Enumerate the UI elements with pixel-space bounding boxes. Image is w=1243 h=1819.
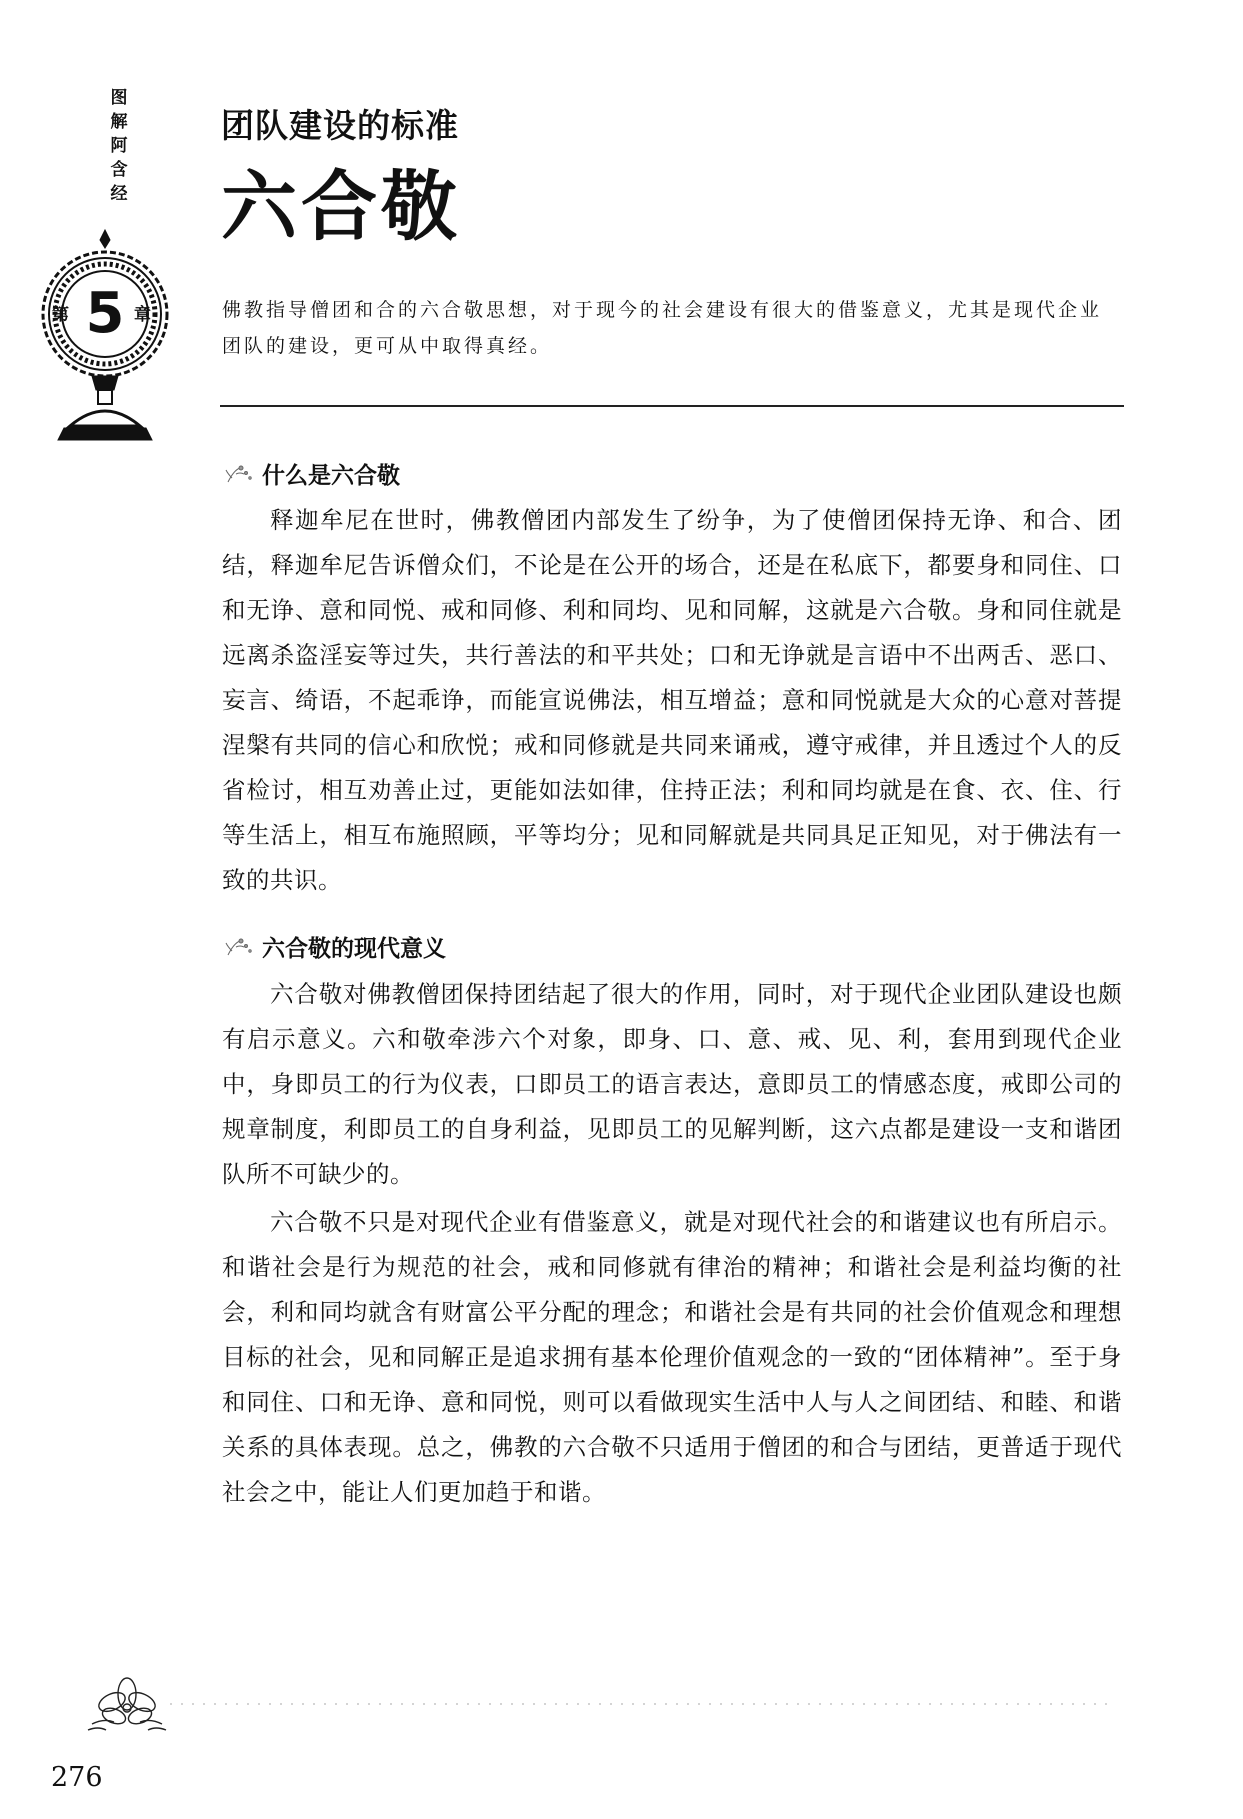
body-paragraph: 六合敬对佛教僧团保持团结起了很大的作用，同时，对于现代企业团队建设也颇有启示意义。六和敬牵涉六个对象，即身、口、意、戒、见、利，套用到现代企业中，身即员工的行为仪表，口即员工的语言表达，意即员工的情感态度，戒即公司的规章制度，利即员工的自身利益，见即员工的见解判断，这六点都是建设一支和谐团队所不可缺少的。 bbox=[222, 980, 1122, 1188]
book-title-char: 含 bbox=[110, 160, 128, 180]
divider bbox=[220, 405, 1124, 407]
flower-icon bbox=[84, 1672, 170, 1738]
page-title: 六合敬 bbox=[221, 162, 461, 251]
section-heading bbox=[224, 930, 446, 963]
book-title-char: 阿 bbox=[110, 136, 128, 156]
book-title-char: 解 bbox=[110, 112, 128, 132]
section-kicker: 团队建设的标准 bbox=[221, 106, 459, 145]
lotus-sprig-icon bbox=[224, 464, 254, 486]
body-paragraph: 六合敬不只是对现代企业有借鉴意义，就是对现代社会的和谐建议也有所启示。和谐社会是行为规范的社会，戒和同修就有律治的精神；和谐社会是利益均衡的社会，利和同均就含有财富公平分配的理念；和谐社会是有共同的社会价值观念和理想目标的社会，见和同解正是追求拥有基本伦理价值观念的一致的“团体精神”。至于身和同住、口和无诤、意和同悦，则可以看做现实生活中人与人之间团结、和睦、和谐关系的具体表现。总之，佛教的六合敬不只适用于僧团的和合与团结，更普适于现代社会之中，能让人们更加趋于和谐。 bbox=[222, 1208, 1122, 1506]
section-heading-text: 六合敬的现代意义 bbox=[262, 936, 446, 962]
chapter-suffix: 章 bbox=[134, 305, 151, 325]
book-title-vertical bbox=[104, 86, 134, 206]
section-heading-text: 什么是六合敬 bbox=[262, 463, 400, 489]
footer-dotted-line bbox=[170, 1700, 1110, 1708]
chapter-number: 5 bbox=[85, 281, 125, 346]
book-title-char: 经 bbox=[110, 184, 128, 204]
intro-paragraph: 佛教指导僧团和合的六合敬思想，对于现今的社会建设有很大的借鉴意义，尤其是现代企业团队的建设，更可从中取得真经。 bbox=[222, 299, 1103, 357]
page-number: 276 bbox=[51, 1762, 103, 1793]
section-heading bbox=[224, 457, 400, 490]
body-paragraph: 释迦牟尼在世时，佛教僧团内部发生了纷争，为了使僧团保持无诤、和合、团结，释迦牟尼告诉僧众们，不论是在公开的场合，还是在私底下，都要身和同住、口和无诤、意和同悦、戒和同修、利和同均、见和同解，这就是六合敬。身和同住就是远离杀盗淫妄等过失，共行善法的和平共处；口和无诤就是言语中不出两舌、恶口、妄言、绮语，不起乖诤，而能宣说佛法，相互增益；意和同悦就是大众的心意对菩提涅槃有共同的信心和欣悦；戒和同修就是共同来诵戒，遵守戒律，并且透过个人的反省检讨，相互劝善止过，更能如法如律，住持正法；利和同均就是在食、衣、住、行等生活上，相互布施照顾，平等均分；见和同解就是共同具足正知见，对于佛法有一致的共识。 bbox=[222, 506, 1122, 894]
book-title-char: 图 bbox=[110, 88, 128, 108]
chapter-prefix: 第 bbox=[52, 305, 69, 325]
chapter-badge bbox=[40, 228, 170, 450]
lotus-sprig-icon bbox=[224, 937, 254, 959]
